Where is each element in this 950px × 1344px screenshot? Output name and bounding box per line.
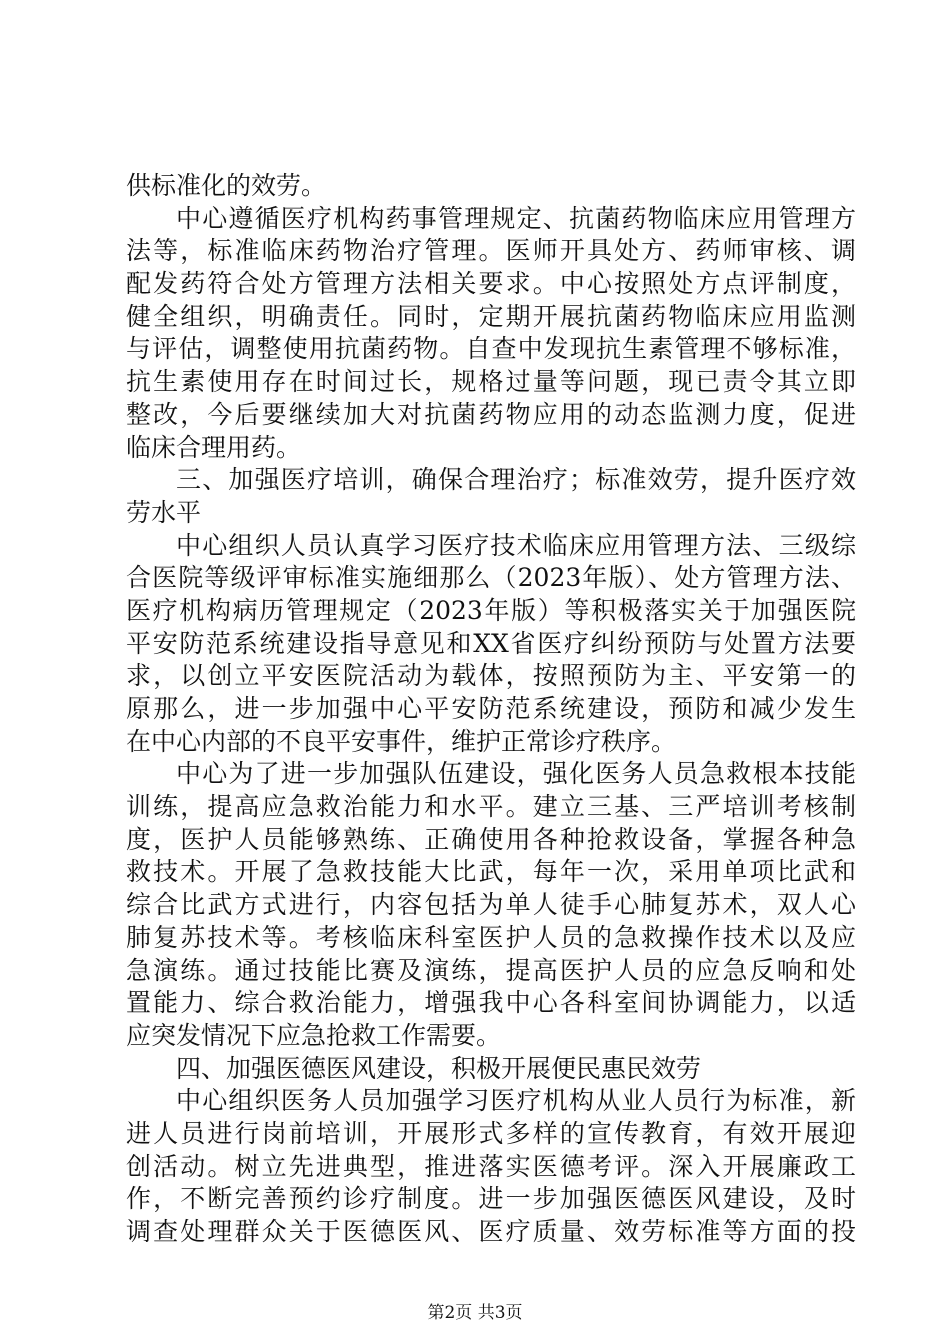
text-line: 健全组织，明确责任。同时，定期开展抗菌药物临床应用监测 [126, 301, 856, 331]
text-line: 平安防范系统建设指导意见和XX省医疗纠纷预防与处置方法要 [126, 628, 856, 658]
text-line: 综合比武方式进行，内容包括为单人徒手心肺复苏术，双人心 [126, 890, 856, 920]
text-line: 肺复苏技术等。考核临床科室医护人员的急救操作技术以及应 [126, 922, 856, 952]
section-heading: 四、加强医德医风建设，积极开展便民惠民效劳 [176, 1053, 702, 1083]
text-line: 供标准化的效劳。 [126, 171, 327, 200]
text-line: 合医院等级评审标准实施细那么（2023年版）、处方管理方法、 [126, 563, 856, 593]
text-line: 救技术。开展了急救技能大比武，每年一次，采用单项比武和 [126, 857, 856, 887]
text-line: 调查处理群众关于医德医风、医疗质量、效劳标准等方面的投 [126, 1217, 856, 1246]
text-line: 临床合理用药。 [126, 432, 302, 462]
text-line: 在中心内部的不良平安事件，维护正常诊疗秩序。 [126, 726, 677, 756]
text-line: 与评估，调整使用抗菌药物。自查中发现抗生素管理不够标准， [126, 334, 856, 364]
text-line: 中心组织医务人员加强学习医疗机构从业人员行为标准，新 [176, 1086, 856, 1116]
text-line: 进人员进行岗前培训，开展形式多样的宣传教育，有效开展迎 [126, 1118, 856, 1148]
text-line: 求，以创立平安医院活动为载体，按照预防为主、平安第一的 [126, 661, 856, 691]
text-line: 应突发情况下应急抢救工作需要。 [126, 1020, 502, 1050]
text-line: 原那么，进一步加强中心平安防范系统建设，预防和减少发生 [126, 694, 856, 723]
text-line: 法等，标准临床药物治疗管理。医师开具处方、药师审核、调 [126, 236, 856, 266]
document-body [126, 170, 856, 1249]
section-heading: 三、加强医疗培训，确保合理治疗；标准效劳，提升医疗效 [176, 465, 856, 495]
section-heading: 劳水平 [126, 497, 202, 527]
text-line: 训练，提高应急救治能力和水平。建立三基、三严培训考核制 [126, 792, 856, 822]
text-line: 急演练。通过技能比赛及演练，提高医护人员的应急反响和处 [126, 955, 856, 985]
page-footer: 第2页 共3页 [427, 1303, 523, 1323]
text-line: 中心遵循医疗机构药事管理规定、抗菌药物临床应用管理方 [176, 203, 856, 233]
text-line: 度，医护人员能够熟练、正确使用各种抢救设备，掌握各种急 [126, 824, 856, 854]
text-line: 整改，今后要继续加大对抗菌药物应用的动态监测力度，促进 [126, 399, 856, 429]
text-line: 中心组织人员认真学习医疗技术临床应用管理方法、三级综 [176, 530, 856, 560]
text-line: 中心为了进一步加强队伍建设，强化医务人员急救根本技能 [176, 759, 856, 789]
text-line: 作，不断完善预约诊疗制度。进一步加强医德医风建设，及时 [126, 1184, 856, 1214]
text-line: 创活动。树立先进典型，推进落实医德考评。深入开展廉政工 [126, 1151, 856, 1181]
text-line: 置能力、综合救治能力，增强我中心各科室间协调能力，以适 [126, 988, 856, 1018]
text-line: 医疗机构病历管理规定（2023年版）等积极落实关于加强医院 [126, 595, 856, 625]
text-line: 配发药符合处方管理方法相关要求。中心按照处方点评制度， [126, 269, 856, 299]
text-line: 抗生素使用存在时间过长，规格过量等问题，现已责令其立即 [126, 367, 856, 397]
